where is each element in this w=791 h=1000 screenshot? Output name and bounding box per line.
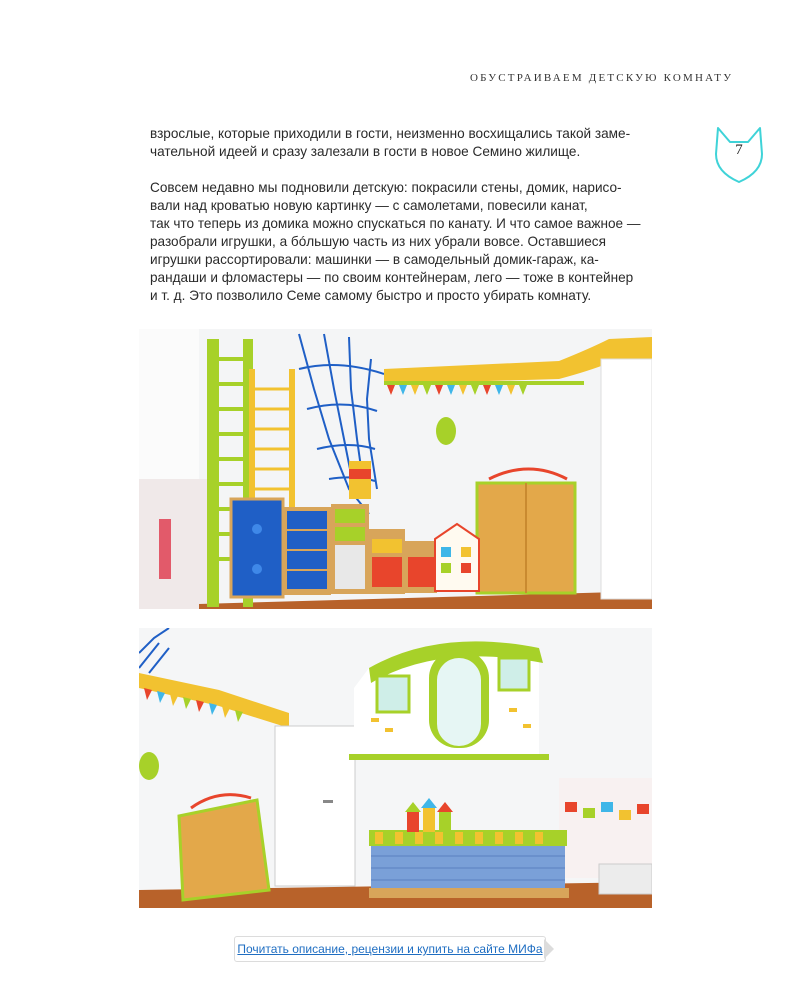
paragraph-gap [150, 161, 650, 179]
room-photo-loft-bed [139, 628, 652, 908]
text-line: чательной идеей и сразу залезали в гости в новое Семино жилище. [150, 144, 581, 159]
text-line: игрушки рассортировали: машинки — в самодельный домик-гараж, ка- [150, 252, 599, 267]
text-line: рандаши и фломастеры — по своим контейнерам, лего — тоже в контейнер [150, 270, 634, 285]
running-head-title: ОБУСТРАИВАЕМ ДЕТСКУЮ КОМНАТУ [470, 72, 734, 84]
text-line: Совсем недавно мы подновили детскую: покрасили стены, домик, нарисо- [150, 180, 622, 195]
buy-link-container [234, 936, 556, 962]
body-text [150, 125, 650, 305]
link-arrow-icon [544, 939, 554, 959]
buy-link[interactable]: Почитать описание, рецензии и купить на сайте МИФа [234, 936, 546, 962]
room-photo-climbing-wall [139, 329, 652, 609]
text-line: разобрали игрушки, а бóльшую часть из них убрали вовсе. Оставшиеся [150, 234, 606, 249]
text-line: так что теперь из домика можно спускаться по канату. И что самое важное — [150, 216, 641, 231]
text-line: и т. д. Это позволило Семе самому быстро и просто убирать комнату. [150, 288, 592, 303]
text-line: взрослые, которые приходили в гости, неизменно восхищались такой заме- [150, 126, 631, 141]
text-line: вали над кроватью новую картинку — с самолетами, повесили канат, [150, 198, 588, 213]
page-marker [712, 124, 766, 186]
page-number: 7 [735, 142, 743, 158]
